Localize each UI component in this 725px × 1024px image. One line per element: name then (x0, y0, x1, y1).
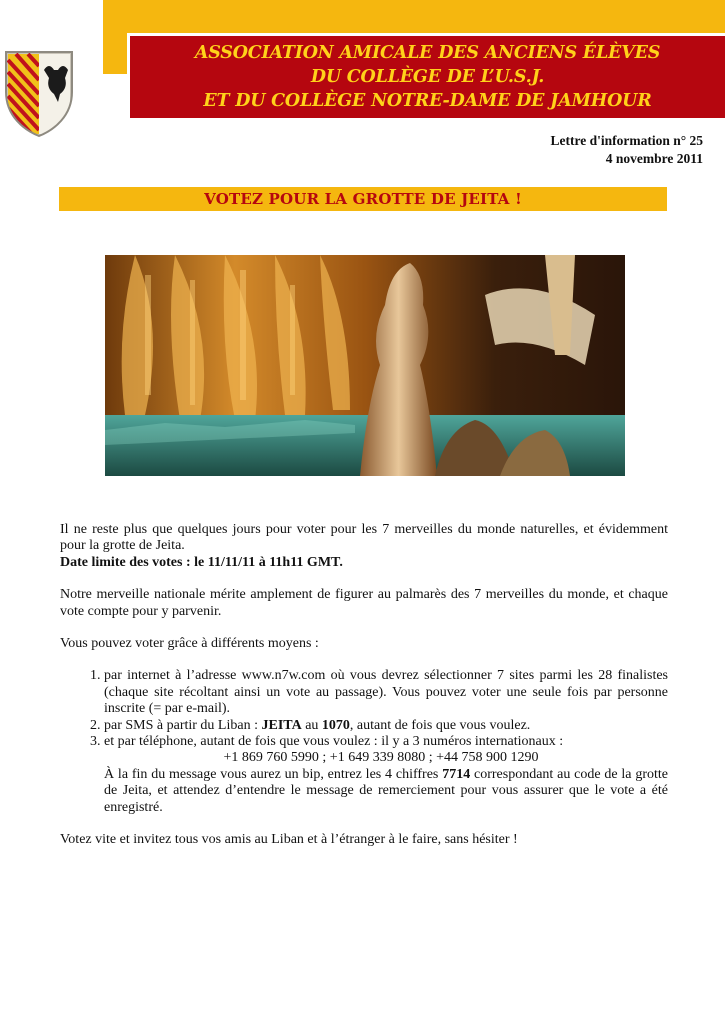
means-paragraph: Vous pouvez voter grâce à différents moyens : (60, 636, 319, 652)
title-line-2: DU COLLÈGE DE L’U.S.J. (310, 67, 545, 87)
article-body (60, 522, 668, 849)
voting-method-internet: 1. par internet à l’adresse www.n7w.com où vous devrez sélectionner 7 sites parmi les 28 finalistes (chaque site récoltant ainsi un vote au passage). Vous pouvez voter une seule fois par personne inscrite (= par e-mail). (104, 668, 668, 717)
voting-methods-list (60, 668, 668, 816)
headline-bar (59, 187, 667, 211)
voting-method-phone: 3. et par téléphone, autant de fois que vous voulez : il y a 3 numéros internationaux : +1 869 760 5990 ; +1 649 339 8080 ; +44 758 900 1290 À la fin du message vous aurez un bip, entrez les 4 chiffres 7714 correspondant au code de la grotte de Jeita, et attendez d’entendre le message de remerciement pour vous assurer que le vote a été enregistré. (104, 734, 668, 816)
headline: VOTEZ POUR LA GROTTE DE JEITA ! (204, 190, 522, 208)
sms-number: 1070 (321, 717, 350, 733)
title-line-1: ASSOCIATION AMICALE DES ANCIENS ÉLÈVES (194, 43, 661, 63)
association-title-banner (127, 33, 725, 118)
voting-method-sms: 2. par SMS à partir du Liban : JEITA au 1070, autant de fois que vous voulez. (104, 718, 668, 734)
grotto-code: 7714 (442, 766, 471, 782)
deadline-text: Date limite des votes : le 11/11/11 à 11h11 GMT. (60, 554, 343, 570)
merit-paragraph: Notre merveille nationale mérite amplement de figurer au palmarès des 7 merveilles du monde, et chaque vote compte pour y parvenir. (60, 587, 668, 619)
newsletter-date: 4 novembre 2011 (605, 151, 703, 166)
newsletter-meta (550, 132, 703, 168)
newsletter-number: Lettre d'information n° 25 (550, 133, 703, 148)
jeita-grotto-photo (105, 255, 625, 476)
title-line-3: ET DU COLLÈGE NOTRE-DAME DE JAMHOUR (203, 91, 652, 111)
sms-keyword: JEITA (261, 717, 302, 733)
intro-paragraph: Il ne reste plus que quelques jours pour voter pour les 7 merveilles du monde naturelles, et évidemment pour la grotte de Jeita. (60, 522, 668, 554)
school-crest-logo (2, 48, 76, 140)
phone-numbers: +1 869 760 5990 ; +1 649 339 8080 ; +44 758 900 1290 (223, 750, 539, 766)
closing-paragraph: Votez vite et invitez tous vos amis au Liban et à l’étranger à le faire, sans hésiter ! (60, 832, 518, 848)
